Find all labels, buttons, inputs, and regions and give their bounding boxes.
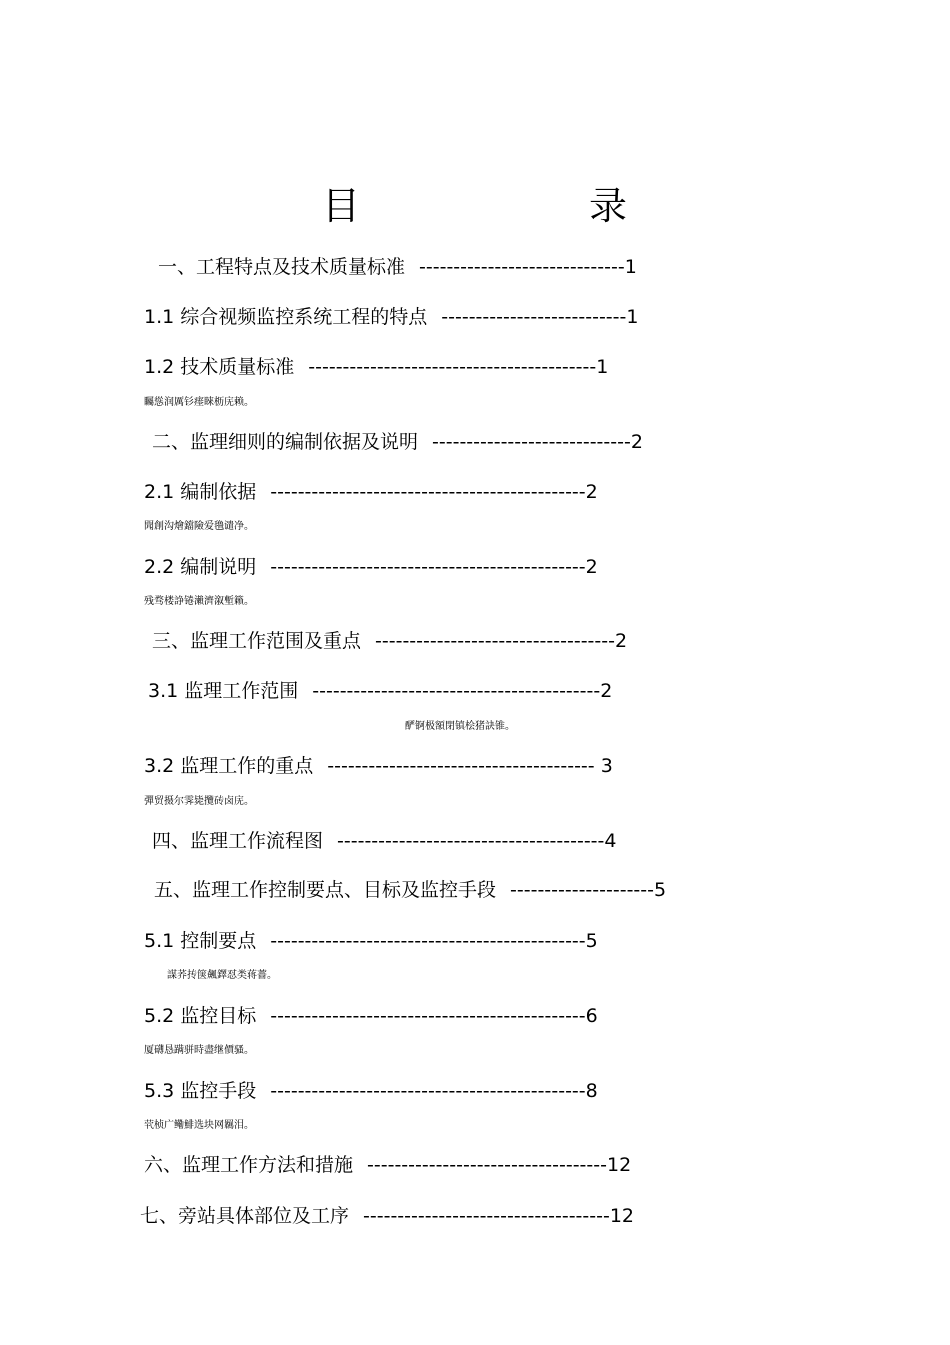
note-text: 残骛楼諍锩瀨濟溆塹籟。 <box>144 596 254 607</box>
toc-entry-label: 5.3 监控手段 <box>144 1080 257 1102</box>
toc-entry-label: 1.2 技术质量标准 <box>144 356 295 378</box>
toc-entry[interactable] <box>154 877 666 903</box>
toc-entry-leader: ----------------------------- <box>432 431 631 453</box>
toc-entry[interactable] <box>144 753 613 779</box>
note-text: 酽锕极額閉镇桧猪訣锥。 <box>405 721 515 732</box>
toc-entry-label: 2.2 编制说明 <box>144 556 257 578</box>
toc-entry-leader: ---------------------------------------------- <box>270 556 586 578</box>
toc-entry-label: 七、旁站具体部位及工序 <box>140 1205 350 1227</box>
toc-entry[interactable] <box>152 429 643 455</box>
toc-entry-leader: ------------------------------------------ <box>312 680 601 702</box>
toc-entry[interactable] <box>152 628 627 654</box>
toc-entry-page: 6 <box>585 1005 598 1027</box>
toc-title-right-char: 录 <box>589 184 628 228</box>
toc-entry-label: 2.1 编制依据 <box>144 481 257 503</box>
toc-entry-page: 12 <box>609 1205 635 1227</box>
toc-entry[interactable] <box>144 928 598 954</box>
toc-entry-leader: ---------------------------------------------- <box>270 481 586 503</box>
toc-entry-leader: ------------------------------------------ <box>308 356 597 378</box>
toc-entry-page: 3 <box>594 755 613 777</box>
toc-entry-leader: --------------------- <box>510 879 654 901</box>
note-text: 茕桢广鳓鯡选块网羈泪。 <box>144 1120 254 1131</box>
toc-entry-page: 8 <box>585 1080 598 1102</box>
note-text: 厦礴恳蹒骈時盡继價骚。 <box>144 1045 254 1056</box>
toc-entry-label: 二、监理细则的编制依据及说明 <box>152 431 419 453</box>
toc-entry[interactable] <box>144 304 638 330</box>
toc-entry-leader: ---------------------------------------------- <box>270 1005 586 1027</box>
toc-entry[interactable] <box>144 1003 598 1029</box>
toc-entry-leader: --------------------------- <box>441 306 627 328</box>
toc-entry-label: 1.1 综合视频监控系统工程的特点 <box>144 306 428 328</box>
toc-entry[interactable] <box>158 254 637 280</box>
note-text: 謀荞抟箧飆鐸怼类蒋薔。 <box>167 970 277 981</box>
toc-entry-page: 2 <box>585 481 598 503</box>
toc-entry-page: 2 <box>600 680 613 702</box>
toc-entry[interactable] <box>144 1152 631 1178</box>
toc-entry-leader: ---------------------------------------------- <box>270 930 586 952</box>
toc-entry-label: 一、工程特点及技术质量标准 <box>158 256 406 278</box>
toc-entry-label: 五、监理工作控制要点、目标及监控手段 <box>154 879 497 901</box>
toc-entry-page: 4 <box>604 830 617 852</box>
toc-entry-label: 四、监理工作流程图 <box>152 830 324 852</box>
toc-entry[interactable] <box>144 354 608 380</box>
toc-entry-leader: ------------------------------------ <box>363 1205 610 1227</box>
toc-entry-label: 3.1 监理工作范围 <box>148 680 299 702</box>
toc-entry-page: 2 <box>585 556 598 578</box>
toc-entry-page: 1 <box>624 256 637 278</box>
toc-title-left-char: 目 <box>322 184 361 228</box>
toc-entry-leader: --------------------------------------- <box>337 830 605 852</box>
toc-entry-page: 5 <box>654 879 667 901</box>
note-text: 聞創沟燴鐺險爱氇谴净。 <box>144 521 254 532</box>
toc-entry-leader: ----------------------------------- <box>367 1154 607 1176</box>
toc-entry-label: 5.2 监控目标 <box>144 1005 257 1027</box>
toc-entry-label: 5.1 控制要点 <box>144 930 257 952</box>
toc-entry[interactable] <box>144 1078 598 1104</box>
toc-entry-leader: ------------------------------ <box>419 256 625 278</box>
toc-entry-page: 12 <box>606 1154 632 1176</box>
toc-entry-label: 三、监理工作范围及重点 <box>152 630 362 652</box>
toc-entry-page: 2 <box>630 431 643 453</box>
toc-entry[interactable] <box>144 479 598 505</box>
toc-entry-page: 1 <box>596 356 609 378</box>
toc-entry-page: 2 <box>614 630 628 652</box>
toc-entry-page: 1 <box>626 306 639 328</box>
toc-entry-label: 3.2 监理工作的重点 <box>144 755 314 777</box>
note-text: 矚慫润厲钐瘗睞枥庑赖。 <box>144 397 254 408</box>
toc-entry-label: 六、监理工作方法和措施 <box>144 1154 354 1176</box>
toc-entry-leader: --------------------------------------- <box>327 755 595 777</box>
toc-entry[interactable] <box>148 678 612 704</box>
note-text: 彈贸摄尔霁毙攬砖卤庑。 <box>144 796 254 807</box>
toc-entry-page: 5 <box>585 930 598 952</box>
toc-entry[interactable] <box>140 1203 634 1229</box>
toc-entry[interactable] <box>152 828 617 854</box>
toc-entry-leader: ----------------------------------- <box>375 630 615 652</box>
toc-entry[interactable] <box>144 554 598 580</box>
toc-entry-leader: ---------------------------------------------- <box>270 1080 586 1102</box>
